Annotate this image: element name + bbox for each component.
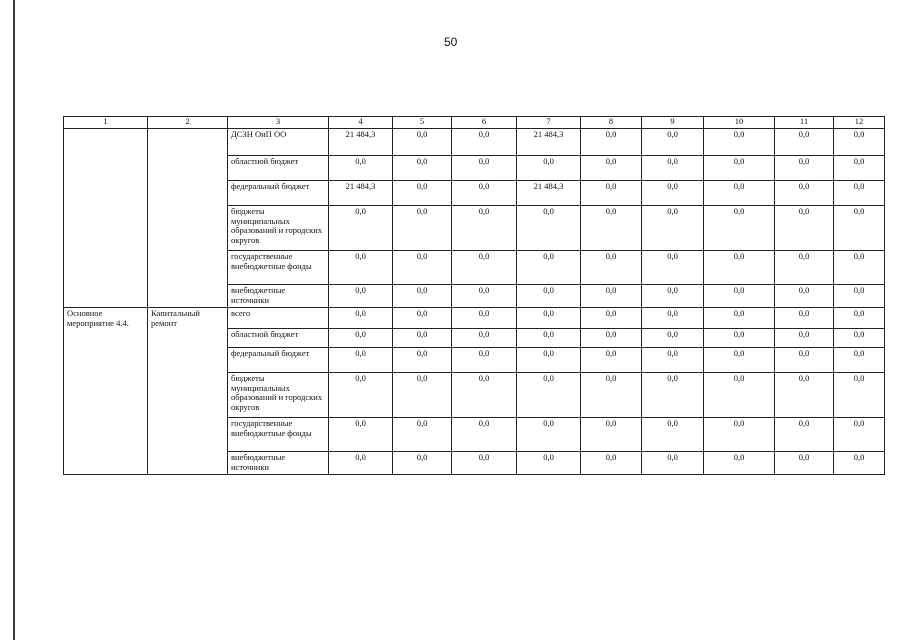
value-cell: 0,0 bbox=[581, 308, 642, 329]
value-cell: 0,0 bbox=[581, 348, 642, 373]
value-cell: 0,0 bbox=[775, 251, 834, 285]
value-cell: 0,0 bbox=[775, 373, 834, 418]
column-header: 2 bbox=[148, 117, 228, 129]
value-cell: 0,0 bbox=[329, 329, 393, 348]
value-cell: 0,0 bbox=[834, 418, 885, 452]
value-cell: 0,0 bbox=[775, 308, 834, 329]
value-cell: 0,0 bbox=[329, 156, 393, 181]
value-cell: 0,0 bbox=[775, 129, 834, 156]
value-cell: 0,0 bbox=[704, 251, 775, 285]
value-cell: 0,0 bbox=[581, 329, 642, 348]
value-cell: 0,0 bbox=[517, 251, 581, 285]
value-cell: 0,0 bbox=[393, 285, 452, 308]
source-cell: внебюджетные источники bbox=[228, 285, 329, 308]
value-cell: 0,0 bbox=[452, 373, 517, 418]
value-cell: 21 484,3 bbox=[517, 181, 581, 206]
value-cell: 21 484,3 bbox=[329, 181, 393, 206]
header-row bbox=[64, 117, 885, 129]
value-cell: 0,0 bbox=[642, 285, 704, 308]
value-cell: 0,0 bbox=[452, 181, 517, 206]
value-cell: 0,0 bbox=[704, 373, 775, 418]
value-cell: 0,0 bbox=[775, 206, 834, 251]
value-cell: 0,0 bbox=[704, 206, 775, 251]
value-cell: 0,0 bbox=[517, 452, 581, 475]
page-number: 50 bbox=[444, 35, 458, 49]
value-cell: 0,0 bbox=[517, 156, 581, 181]
value-cell: 0,0 bbox=[642, 348, 704, 373]
column-header: 4 bbox=[329, 117, 393, 129]
value-cell: 21 484,3 bbox=[329, 129, 393, 156]
value-cell: 0,0 bbox=[775, 156, 834, 181]
value-cell: 0,0 bbox=[642, 129, 704, 156]
value-cell: 0,0 bbox=[517, 329, 581, 348]
value-cell: 0,0 bbox=[581, 251, 642, 285]
value-cell: 0,0 bbox=[329, 285, 393, 308]
value-cell: 0,0 bbox=[393, 251, 452, 285]
source-cell: бюджеты муниципальных образований и городских округов bbox=[228, 206, 329, 251]
column-header: 3 bbox=[228, 117, 329, 129]
source-cell: всего bbox=[228, 308, 329, 329]
value-cell: 0,0 bbox=[704, 418, 775, 452]
value-cell: 0,0 bbox=[581, 181, 642, 206]
value-cell: 0,0 bbox=[329, 418, 393, 452]
value-cell: 0,0 bbox=[517, 373, 581, 418]
source-cell: областной бюджет bbox=[228, 329, 329, 348]
value-cell: 0,0 bbox=[393, 308, 452, 329]
value-cell: 0,0 bbox=[452, 206, 517, 251]
value-cell: 0,0 bbox=[642, 418, 704, 452]
column-header: 6 bbox=[452, 117, 517, 129]
value-cell: 0,0 bbox=[834, 373, 885, 418]
value-cell: 0,0 bbox=[517, 418, 581, 452]
value-cell: 0,0 bbox=[834, 285, 885, 308]
page-edge-rule bbox=[13, 0, 15, 640]
source-cell: ДСЗН ОиП ОО bbox=[228, 129, 329, 156]
value-cell: 0,0 bbox=[704, 348, 775, 373]
value-cell: 0,0 bbox=[704, 452, 775, 475]
source-cell: внебюджетные источники bbox=[228, 452, 329, 475]
table-row bbox=[64, 308, 885, 329]
value-cell: 0,0 bbox=[642, 308, 704, 329]
value-cell: 0,0 bbox=[581, 418, 642, 452]
value-cell: 0,0 bbox=[704, 285, 775, 308]
value-cell: 0,0 bbox=[452, 285, 517, 308]
value-cell: 21 484,3 bbox=[517, 129, 581, 156]
value-cell: 0,0 bbox=[452, 251, 517, 285]
column-header: 7 bbox=[517, 117, 581, 129]
value-cell: 0,0 bbox=[517, 308, 581, 329]
source-cell: государственные внебюджетные фонды bbox=[228, 251, 329, 285]
value-cell: 0,0 bbox=[834, 329, 885, 348]
table-body bbox=[64, 129, 885, 475]
value-cell: 0,0 bbox=[329, 251, 393, 285]
column-header: 1 bbox=[64, 117, 148, 129]
value-cell: 0,0 bbox=[452, 348, 517, 373]
value-cell: 0,0 bbox=[517, 285, 581, 308]
column-header: 11 bbox=[775, 117, 834, 129]
column-header: 12 bbox=[834, 117, 885, 129]
table-row bbox=[64, 129, 885, 156]
value-cell: 0,0 bbox=[393, 206, 452, 251]
value-cell: 0,0 bbox=[834, 308, 885, 329]
value-cell: 0,0 bbox=[704, 329, 775, 348]
name-cell bbox=[148, 129, 228, 308]
value-cell: 0,0 bbox=[834, 129, 885, 156]
column-header: 8 bbox=[581, 117, 642, 129]
value-cell: 0,0 bbox=[642, 373, 704, 418]
value-cell: 0,0 bbox=[775, 348, 834, 373]
value-cell: 0,0 bbox=[834, 206, 885, 251]
value-cell: 0,0 bbox=[329, 206, 393, 251]
value-cell: 0,0 bbox=[452, 308, 517, 329]
value-cell: 0,0 bbox=[775, 285, 834, 308]
source-cell: федеральный бюджет bbox=[228, 348, 329, 373]
value-cell: 0,0 bbox=[581, 206, 642, 251]
value-cell: 0,0 bbox=[834, 181, 885, 206]
measure-cell: Основное мероприятие 4.4. bbox=[64, 308, 148, 475]
value-cell: 0,0 bbox=[329, 452, 393, 475]
value-cell: 0,0 bbox=[581, 285, 642, 308]
value-cell: 0,0 bbox=[581, 156, 642, 181]
value-cell: 0,0 bbox=[517, 206, 581, 251]
value-cell: 0,0 bbox=[775, 418, 834, 452]
value-cell: 0,0 bbox=[393, 181, 452, 206]
value-cell: 0,0 bbox=[329, 373, 393, 418]
value-cell: 0,0 bbox=[834, 251, 885, 285]
value-cell: 0,0 bbox=[775, 181, 834, 206]
value-cell: 0,0 bbox=[642, 156, 704, 181]
value-cell: 0,0 bbox=[452, 156, 517, 181]
value-cell: 0,0 bbox=[452, 418, 517, 452]
value-cell: 0,0 bbox=[834, 156, 885, 181]
column-header: 5 bbox=[393, 117, 452, 129]
value-cell: 0,0 bbox=[393, 129, 452, 156]
value-cell: 0,0 bbox=[642, 329, 704, 348]
budget-table bbox=[63, 116, 885, 475]
value-cell: 0,0 bbox=[704, 156, 775, 181]
value-cell: 0,0 bbox=[581, 129, 642, 156]
value-cell: 0,0 bbox=[834, 348, 885, 373]
value-cell: 0,0 bbox=[329, 308, 393, 329]
source-cell: областной бюджет bbox=[228, 156, 329, 181]
value-cell: 0,0 bbox=[452, 129, 517, 156]
value-cell: 0,0 bbox=[642, 251, 704, 285]
source-cell: бюджеты муниципальных образований и городских округов bbox=[228, 373, 329, 418]
value-cell: 0,0 bbox=[393, 373, 452, 418]
value-cell: 0,0 bbox=[775, 452, 834, 475]
value-cell: 0,0 bbox=[393, 329, 452, 348]
name-cell: Капитальный ремонт bbox=[148, 308, 228, 475]
value-cell: 0,0 bbox=[704, 129, 775, 156]
value-cell: 0,0 bbox=[704, 181, 775, 206]
value-cell: 0,0 bbox=[581, 452, 642, 475]
measure-cell bbox=[64, 129, 148, 308]
value-cell: 0,0 bbox=[329, 348, 393, 373]
value-cell: 0,0 bbox=[704, 308, 775, 329]
value-cell: 0,0 bbox=[517, 348, 581, 373]
value-cell: 0,0 bbox=[452, 329, 517, 348]
value-cell: 0,0 bbox=[642, 206, 704, 251]
value-cell: 0,0 bbox=[393, 348, 452, 373]
value-cell: 0,0 bbox=[393, 452, 452, 475]
value-cell: 0,0 bbox=[393, 418, 452, 452]
value-cell: 0,0 bbox=[834, 452, 885, 475]
source-cell: государственные внебюджетные фонды bbox=[228, 418, 329, 452]
value-cell: 0,0 bbox=[642, 452, 704, 475]
column-header: 9 bbox=[642, 117, 704, 129]
value-cell: 0,0 bbox=[393, 156, 452, 181]
value-cell: 0,0 bbox=[581, 373, 642, 418]
source-cell: федеральный бюджет bbox=[228, 181, 329, 206]
value-cell: 0,0 bbox=[642, 181, 704, 206]
value-cell: 0,0 bbox=[775, 329, 834, 348]
value-cell: 0,0 bbox=[452, 452, 517, 475]
column-header: 10 bbox=[704, 117, 775, 129]
